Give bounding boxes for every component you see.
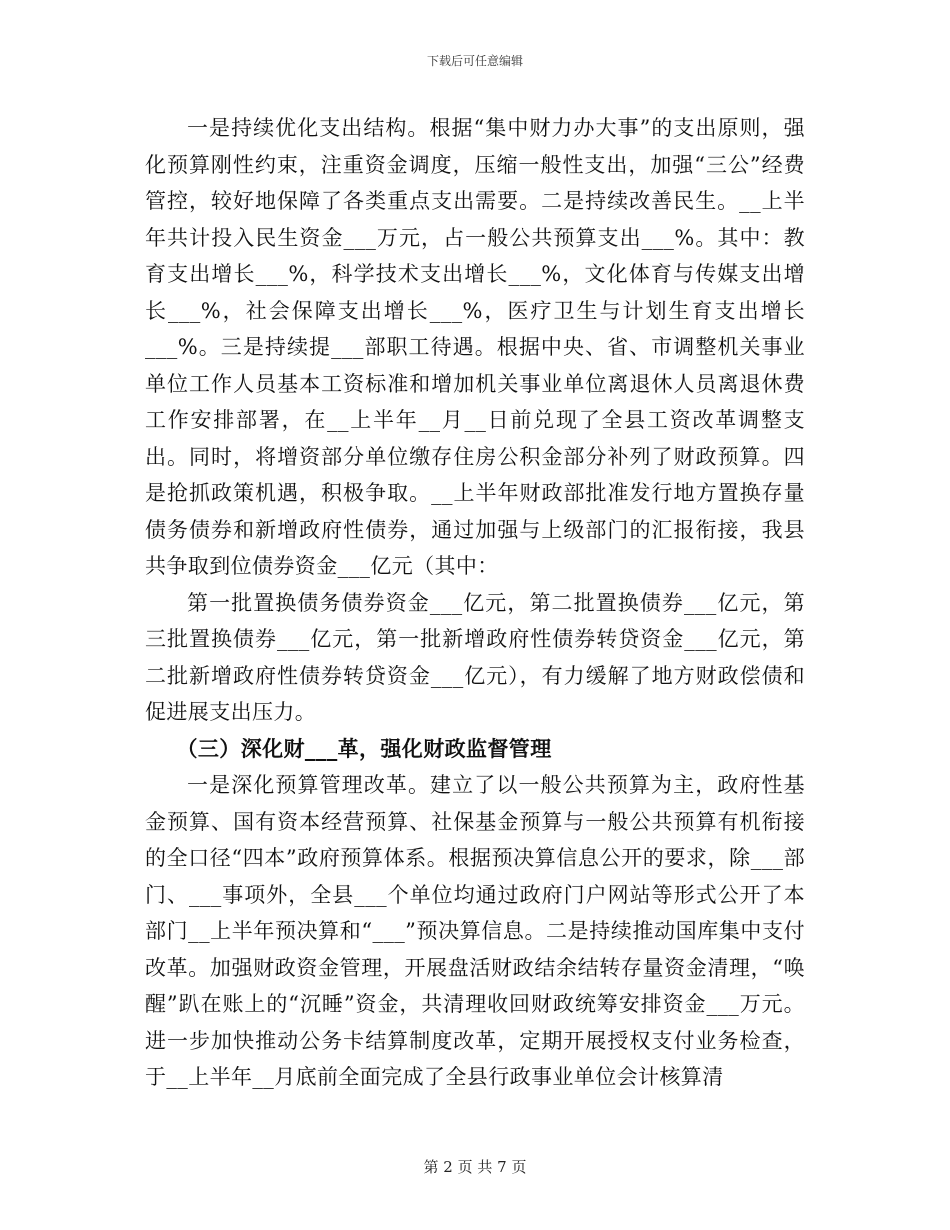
paragraph-bond-details: 第一批置换债务债券资金___亿元，第二批置换债券___亿元，第三批置换债券___亿元，第一批新增政府性债券转贷资金___亿元，第二批新增政府性债券转贷资金___亿元），有力缓解了地方财政偿债和促进展支出压力。	[145, 590, 805, 724]
document-body	[145, 110, 805, 1096]
page-number: 第 2 页 共 7 页	[423, 1158, 527, 1176]
paragraph-budget-reform: 一是深化预算管理改革。建立了以一般公共预算为主，政府性基金预算、国有资本经营预算、社保基金预算与一般公共预算有机衔接的全口径“四本”政府预算体系。根据预决算信息公开的要求，除___部门、___事项外，全县___个单位均通过政府门户网站等形式公开了本部门__上半年预决算和“___”预决算信息。二是持续推动国库集中支付改革。加强财政资金管理，开展盘活财政结余结转存量资金清理，“唤醒”趴在账上的“沉睡”资金，共清理收回财政统筹安排资金___万元。进一步加快推动公务卡结算制度改革，定期开展授权支付业务检查，于__上半年__月底前全面完成了全县行政事业单位会计核算清	[145, 773, 805, 1089]
page-header: 下载后可任意编辑	[426, 54, 523, 68]
section-heading: （三）深化财___革，强化财政监督管理	[176, 736, 552, 761]
paragraph-expenditure-structure: 一是持续优化支出结构。根据“集中财力办大事”的支出原则，强化预算刚性约束，注重资金调度，压缩一般性支出，加强“三公”经费管控，较好地保障了各类重点支出需要。二是持续改善民生。__上半年共计投入民生资金___万元，占一般公共预算支出___%。其中：教育支出增长___%，科学技术支出增长___%，文化体育与传媒支出增长___%，社会保障支出增长___%，医疗卫生与计划生育支出增长___%。三是持续提___部职工待遇。根据中央、省、市调整机关事业单位工作人员基本工资标准和增加机关事业单位离退休人员离退休费工作安排部署，在__上半年__月__日前兑现了全县工资改革调整支出。同时，将增资部分单位缴存住房公积金部分补列了财政预算。四是抢抓政策机遇，积极争取。__上半年财政部批准发行地方置换存量债务债券和新增政府性债券，通过加强与上级部门的汇报衔接，我县共争取到位债券资金___亿元（其中：	[145, 116, 805, 578]
